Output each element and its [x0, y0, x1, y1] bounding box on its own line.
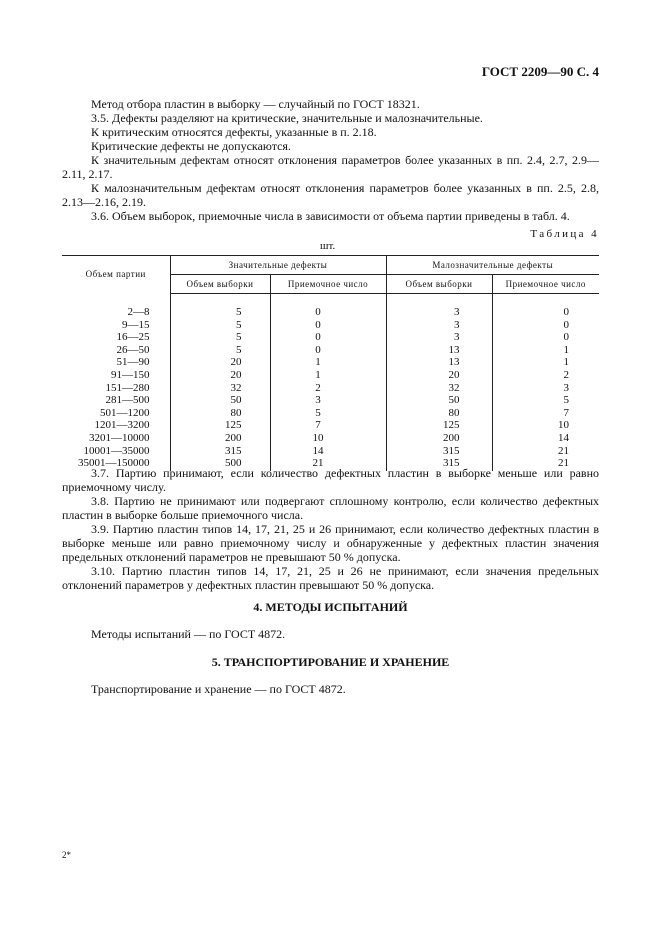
- table-row: [62, 319, 599, 332]
- table-cell: 7: [270, 419, 386, 432]
- table-cell: 3: [270, 394, 386, 407]
- col-sample-header: Объем выборки: [170, 275, 270, 294]
- paragraph: К значительным дефектам относят отклонения параметров более указанных в пп. 2.4, 2.7, 2.9—2.11, 2.17.: [62, 153, 599, 181]
- table-cell: 35001—150000: [78, 457, 150, 470]
- paragraph: 3.5. Дефекты разделяют на критические, значительные и малозначительные.: [91, 111, 483, 125]
- table-cell: 3201—10000: [89, 431, 150, 444]
- table-row: [62, 382, 599, 395]
- table-row: [62, 432, 599, 445]
- col-sample-header: Объем выборки: [386, 275, 492, 294]
- table-cell: 5: [170, 344, 270, 357]
- table-cell: 315: [170, 445, 270, 458]
- table-cell: 32: [386, 382, 492, 395]
- table-cell: 16—25: [116, 331, 150, 344]
- table-cell: 125: [170, 419, 270, 432]
- table-cell: 0: [492, 319, 599, 332]
- table-cell: 200: [170, 432, 270, 445]
- sampling-table: [62, 255, 599, 471]
- table-cell: 3: [386, 331, 492, 344]
- table-cell: 315: [386, 445, 492, 458]
- table-cell: 0: [270, 319, 386, 332]
- top-text-block: [62, 97, 599, 223]
- table-cell: 10: [270, 432, 386, 445]
- table-cell: 50: [386, 394, 492, 407]
- table-row: [62, 394, 599, 407]
- footer-mark: 2*: [62, 850, 71, 860]
- col-accept-header: Приемочное число: [270, 275, 386, 294]
- table-caption: Таблица 4: [530, 228, 599, 240]
- table-cell: 26—50: [116, 343, 150, 356]
- paragraph: 3.9. Партию пластин типов 14, 17, 21, 25 и 26 принимают, если количество дефектных пластин в выборке меньше или равно приемочному числу и обнаруженные у дефектных пластин значения предельных отклонений параметров не превышают 50 % допуска.: [62, 522, 599, 564]
- table-cell: 20: [170, 356, 270, 369]
- page-header: ГОСТ 2209—90 С. 4: [481, 64, 599, 79]
- table-cell: 501—1200: [100, 406, 150, 419]
- group-significant-header: Значительные дефекты: [170, 256, 386, 275]
- section-4-body: [62, 627, 599, 641]
- table-cell: 5: [170, 331, 270, 344]
- table-cell: 2: [492, 369, 599, 382]
- table-cell: 200: [386, 432, 492, 445]
- paragraph: К критическим относятся дефекты, указанные в п. 2.18.: [91, 125, 377, 139]
- table-cell: 0: [492, 331, 599, 344]
- table-cell: 5: [270, 407, 386, 420]
- table-cell: 1: [270, 369, 386, 382]
- section-5-title: 5. ТРАНСПОРТИРОВАНИЕ И ХРАНЕНИЕ: [211, 655, 450, 669]
- table-cell: 80: [170, 407, 270, 420]
- table-cell: 0: [492, 294, 599, 319]
- group-minor-header: Малозначительные дефекты: [386, 256, 599, 275]
- table-unit: шт.: [320, 240, 336, 252]
- table-cell: 21: [492, 457, 599, 471]
- table-row: [62, 369, 599, 382]
- table-cell: 3: [386, 294, 492, 319]
- table-cell: 2: [270, 382, 386, 395]
- table-row: [62, 294, 599, 319]
- table-cell: 1201—3200: [94, 419, 150, 432]
- col-lot-header: Объем партии: [62, 256, 170, 294]
- table-cell: 1: [492, 356, 599, 369]
- table-cell: 13: [386, 356, 492, 369]
- table-cell: 0: [270, 344, 386, 357]
- table-row: [62, 445, 599, 458]
- table-cell: 51—90: [116, 356, 150, 369]
- table-cell: 3: [386, 319, 492, 332]
- table-cell: 315: [386, 457, 492, 471]
- table-cell: 7: [492, 407, 599, 420]
- paragraph: 3.8. Партию не принимают или подвергают сплошному контролю, если количество дефектных пластин в выборке больше приемочного числа.: [62, 494, 599, 522]
- paragraph: Методы испытаний — по ГОСТ 4872.: [91, 627, 286, 641]
- table-cell: 151—280: [105, 381, 150, 394]
- table-cell: 281—500: [105, 394, 150, 407]
- table-cell: 14: [492, 432, 599, 445]
- table-cell: 21: [270, 457, 386, 471]
- table-cell: 14: [270, 445, 386, 458]
- table-cell: 91—150: [111, 368, 150, 381]
- table-cell: 0: [270, 294, 386, 319]
- table-cell: 2—8: [127, 305, 150, 318]
- col-accept-header: Приемочное число: [492, 275, 599, 294]
- table-cell: 0: [270, 331, 386, 344]
- section-4-title: 4. МЕТОДЫ ИСПЫТАНИЙ: [253, 600, 408, 614]
- table-cell: 5: [492, 394, 599, 407]
- table-cell: 10: [492, 419, 599, 432]
- table-cell: 50: [170, 394, 270, 407]
- table-row: [62, 331, 599, 344]
- paragraph: Метод отбора пластин в выборку — случайный по ГОСТ 18321.: [91, 97, 420, 111]
- table-cell: 3: [492, 382, 599, 395]
- table-cell: 5: [170, 319, 270, 332]
- table-cell: 5: [170, 294, 270, 319]
- paragraph: 3.7. Партию принимают, если количество дефектных пластин в выборке меньше или равно приемочному числу.: [62, 466, 599, 494]
- table-cell: 20: [386, 369, 492, 382]
- table-cell: 125: [386, 419, 492, 432]
- mid-text-block: [62, 466, 599, 592]
- table-cell: 80: [386, 407, 492, 420]
- table-cell: 10001—35000: [83, 444, 150, 457]
- paragraph: Критические дефекты не допускаются.: [91, 139, 291, 153]
- table-row: [62, 356, 599, 369]
- table-cell: 9—15: [122, 318, 150, 331]
- paragraph: К малозначительным дефектам относят отклонения параметров более указанных в пп. 2.5, 2.8, 2.13—2.16, 2.19.: [62, 181, 599, 209]
- table-row: [62, 407, 599, 420]
- paragraph: 3.6. Объем выборок, приемочные числа в зависимости от объема партии приведены в табл. 4.: [91, 209, 570, 223]
- table-cell: 21: [492, 445, 599, 458]
- table-cell: 32: [170, 382, 270, 395]
- table-row: [62, 419, 599, 432]
- paragraph: Транспортирование и хранение — по ГОСТ 4872.: [91, 682, 346, 696]
- paragraph: 3.10. Партию пластин типов 14, 17, 21, 25 и 26 не принимают, если значения предельных отклонений параметров у дефектных пластин превышают 50 % допуска.: [62, 564, 599, 592]
- table-cell: 1: [270, 356, 386, 369]
- table-cell: 500: [170, 457, 270, 471]
- table-row: [62, 344, 599, 357]
- table-cell: 13: [386, 344, 492, 357]
- section-5-body: [62, 682, 599, 696]
- table-cell: 20: [170, 369, 270, 382]
- table-cell: 1: [492, 344, 599, 357]
